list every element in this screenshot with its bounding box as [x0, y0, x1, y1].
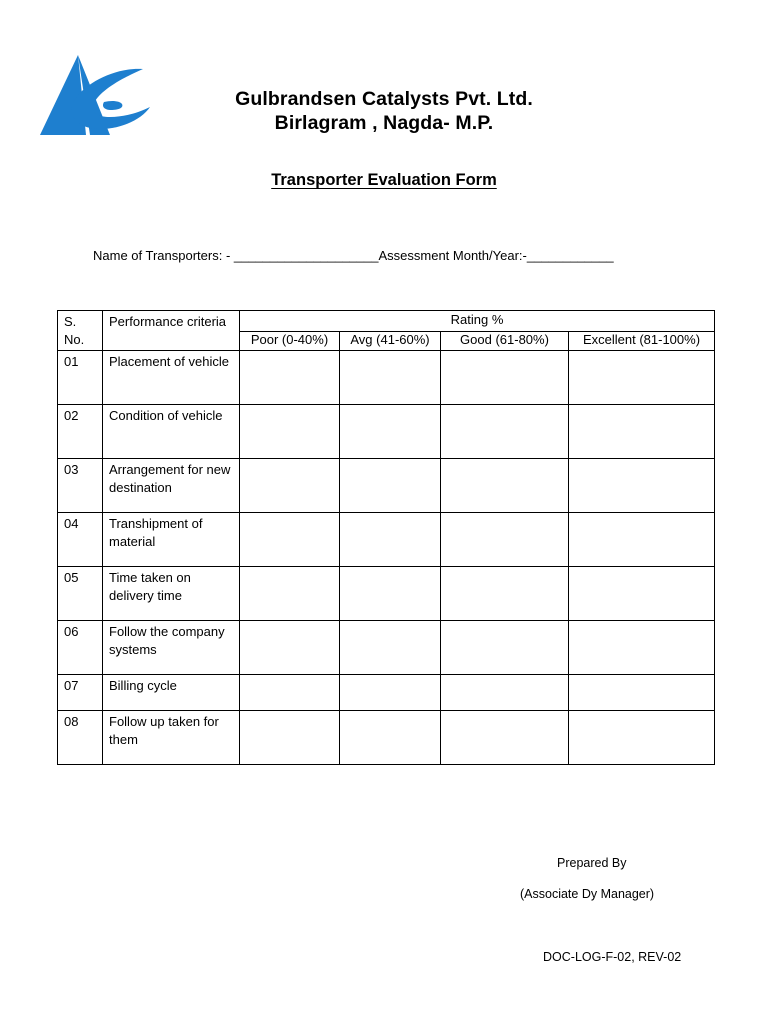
row-sno: 04 [58, 513, 103, 567]
table-row [58, 675, 715, 711]
rating-cell-good[interactable] [441, 621, 569, 675]
rating-column-avg: Avg (41-60%) [340, 331, 441, 350]
table-row [58, 621, 715, 675]
rating-header: Rating % [240, 311, 715, 332]
table-row [58, 711, 715, 765]
sno-header: S. No. [58, 311, 103, 351]
rating-cell-avg[interactable] [340, 675, 441, 711]
row-criteria: Time taken on delivery time [103, 567, 240, 621]
row-criteria: Follow the company systems [103, 621, 240, 675]
table-row [58, 567, 715, 621]
rating-cell-good[interactable] [441, 459, 569, 513]
rating-cell-poor[interactable] [240, 711, 340, 765]
rating-cell-excellent[interactable] [569, 711, 715, 765]
evaluation-table [57, 310, 715, 765]
rating-cell-excellent[interactable] [569, 567, 715, 621]
row-sno: 08 [58, 711, 103, 765]
row-sno: 03 [58, 459, 103, 513]
row-criteria: Placement of vehicle [103, 351, 240, 405]
row-sno: 05 [58, 567, 103, 621]
rating-column-excellent: Excellent (81-100%) [569, 331, 715, 350]
rating-cell-excellent[interactable] [569, 513, 715, 567]
rating-cell-good[interactable] [441, 513, 569, 567]
row-criteria: Condition of vehicle [103, 405, 240, 459]
company-address: Birlagram , Nagda- M.P. [274, 112, 494, 134]
rating-cell-avg[interactable] [340, 513, 441, 567]
designation-label: (Associate Dy Manager) [520, 887, 655, 901]
row-criteria: Transhipment of material [103, 513, 240, 567]
rating-cell-excellent[interactable] [569, 405, 715, 459]
rating-cell-poor[interactable] [240, 513, 340, 567]
row-sno: 02 [58, 405, 103, 459]
criteria-header: Performance criteria [103, 311, 240, 351]
rating-cell-poor[interactable] [240, 459, 340, 513]
table-row [58, 513, 715, 567]
rating-cell-avg[interactable] [340, 567, 441, 621]
rating-cell-good[interactable] [441, 351, 569, 405]
rating-column-poor: Poor (0-40%) [240, 331, 340, 350]
rating-cell-avg[interactable] [340, 711, 441, 765]
rating-cell-good[interactable] [441, 567, 569, 621]
transporter-name-line: Name of Transporters: - ____________________Assessment Month/Year:-____________ [93, 248, 614, 263]
rating-cell-excellent[interactable] [569, 675, 715, 711]
rating-cell-good[interactable] [441, 405, 569, 459]
row-criteria: Follow up taken for them [103, 711, 240, 765]
rating-cell-poor[interactable] [240, 405, 340, 459]
form-title: Transporter Evaluation Form [271, 171, 497, 189]
rating-cell-poor[interactable] [240, 567, 340, 621]
rating-cell-excellent[interactable] [569, 621, 715, 675]
row-sno: 01 [58, 351, 103, 405]
prepared-by-label: Prepared By [557, 856, 627, 870]
document-reference: DOC-LOG-F-02, REV-02 [543, 950, 682, 964]
row-criteria: Arrangement for new destination [103, 459, 240, 513]
row-criteria: Billing cycle [103, 675, 240, 711]
rating-cell-avg[interactable] [340, 405, 441, 459]
row-sno: 07 [58, 675, 103, 711]
rating-cell-avg[interactable] [340, 351, 441, 405]
rating-cell-avg[interactable] [340, 459, 441, 513]
rating-cell-good[interactable] [441, 711, 569, 765]
row-sno: 06 [58, 621, 103, 675]
table-row [58, 351, 715, 405]
rating-column-good: Good (61-80%) [441, 331, 569, 350]
company-name: Gulbrandsen Catalysts Pvt. Ltd. [235, 88, 533, 110]
rating-cell-poor[interactable] [240, 621, 340, 675]
rating-cell-excellent[interactable] [569, 351, 715, 405]
rating-cell-poor[interactable] [240, 675, 340, 711]
rating-cell-good[interactable] [441, 675, 569, 711]
rating-cell-excellent[interactable] [569, 459, 715, 513]
rating-cell-avg[interactable] [340, 621, 441, 675]
table-row [58, 459, 715, 513]
rating-cell-poor[interactable] [240, 351, 340, 405]
table-row [58, 405, 715, 459]
